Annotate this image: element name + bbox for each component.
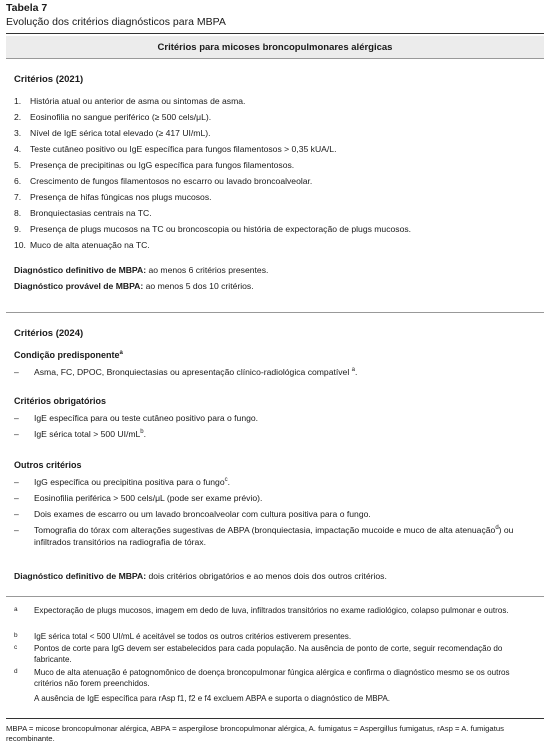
bottom-rule [6,718,544,719]
other-criteria-item: – IgG específica ou precipitina positiva para o fungo$^c$. [14,477,231,487]
criteria-2021-item: 2. Eosinofilia no sangue periférico (≥ 500 cels/μL). [14,112,212,122]
predisposing-item: – Asma, FC, DPOC, Bronquiectasias ou apresentação clínico-radiológica compatível $^a$. [14,367,358,377]
criteria-2021-item: 4. Teste cutâneo positivo ou IgE específica para fungos filamentosos > 0,35 kUA/L. [14,144,337,154]
criteria-2021-item: 3. Nível de IgE sérica total elevado (≥ 417 UI/mL). [14,128,211,138]
criteria-2021-item: 6. Crescimento de fungos filamentosos no escarro ou lavado broncoalveolar. [14,176,313,186]
mandatory-item: – IgE sérica total > 500 $UI/mL^b$. [14,429,147,439]
table-header [6,36,544,59]
footnote-c: c Pontos de corte para IgG devem ser estabelecidos para cada população. Na ausência de ponto de corte, seguir recomendação do fabricante. [14,644,503,664]
criteria-2021-item: 1. História atual ou anterior de asma ou sintomas de asma. [14,96,246,106]
table-header-text: Critérios para micoses broncopulmonares alérgicas [157,41,393,53]
criteria-2021-item: 9. Presença de plugs mucosos na TC ou broncoscopia ou história de expectoração de plugs mucosos. [14,224,412,234]
criteria-2021-probable: Diagnóstico provável de MBPA: ao menos 5 dos 10 critérios. [14,281,254,291]
criteria-2021-item: 8. Bronquiectasias centrais na TC. [14,208,152,218]
table-caption: Evolução dos critérios diagnósticos para MBPA [6,16,226,28]
other-criteria-title: Outros critérios [14,460,82,470]
other-criteria-item: – Dois exames de escarro ou um lavado broncoalveolar com cultura positiva para o fungo. [14,509,371,519]
top-rule [6,33,544,34]
mandatory-item: – IgE específica para ou teste cutâneo positivo para o fungo. [14,413,259,423]
footnote-extra: A ausência de IgE específica para rAsp f1, f2 e f4 excluem ABPA e suporta o diagnóstico de MBPA. [34,694,391,703]
section-divider [6,312,544,313]
criteria-2021-item: 7. Presença de hifas fúngicas nos plugs mucosos. [14,192,212,202]
table-label: Tabela 7 [6,2,48,14]
criteria-2024-title: Critérios (2024) [14,328,84,339]
footnote-b: b IgE sérica total < 500 UI/mL é aceitável se todos os outros critérios estiverem presentes. [14,632,352,641]
criteria-2021-definitive: Diagnóstico definitivo de MBPA: ao menos 6 critérios presentes. [14,265,269,275]
footnotes-divider [6,596,544,597]
abbreviations-note: MBPA = micose broncopulmonar alérgica, ABPA = aspergilose broncopulmonar alérgica, A. fumigatus = Aspergillus fumigatus, rAsp = A. fumigatus recombinante. [6,724,504,743]
criteria-2021-item: 10. Muco de alta atenuação na TC. [14,240,150,250]
criteria-2021-item: 5. Presença de precipitinas ou IgG específica para fungos filamentosos. [14,160,295,170]
predisposing-title: Condição predisponente$^a$ [14,350,123,360]
other-criteria-item: – Tomografia do tórax com alterações sugestivas de ABPA (bronquiectasia, impactação mucoide e muco de alta atenuação$^d$) ou infiltrados transitórios na radiografia de tórax. [14,525,514,547]
criteria-2021-title: Critérios (2021) [14,74,84,85]
footnote-a: a Expectoração de plugs mucosos, imagem em dedo de luva, infiltrados transitórios no exame radiológico, colapso pulmonar e outros. [14,606,509,615]
other-criteria-item: – Eosinofilia periférica > 500 cels/μL (pode ser exame prévio). [14,493,263,503]
footnote-d: d Muco de alta atenuação é patognomônico de doença broncopulmonar fúngica alérgica e confirma o diagnóstico mesmo se os outros critérios não forem preenchidos. [14,668,510,688]
mandatory-title: Critérios obrigatórios [14,396,107,406]
criteria-2024-definitive: Diagnóstico definitivo de MBPA: dois critérios obrigatórios e ao menos dois dos outros critérios. [14,571,387,581]
